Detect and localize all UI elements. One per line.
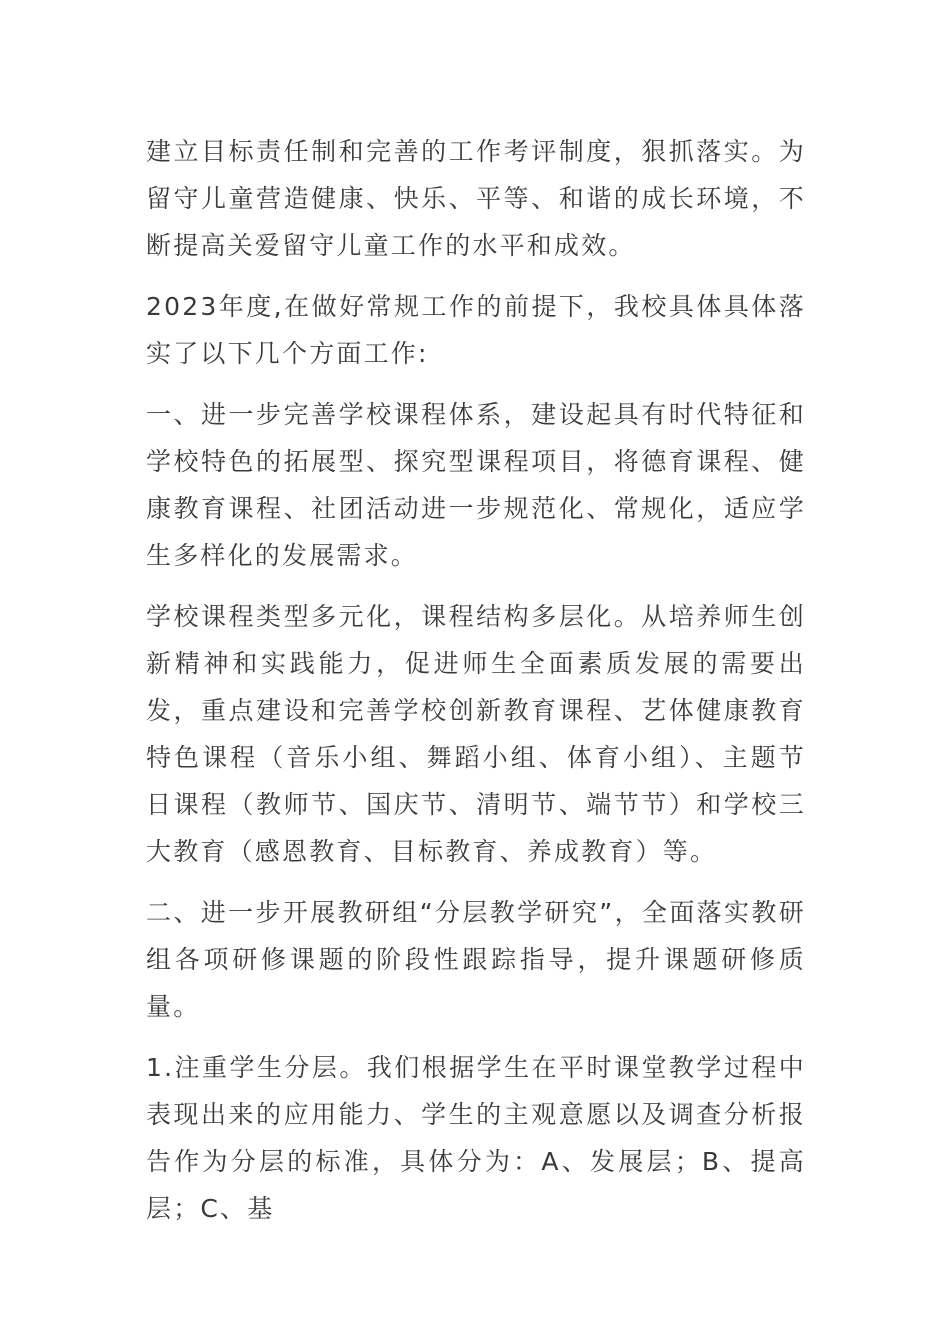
- paragraph-responsibility-system: 建立目标责任制和完善的工作考评制度，狠抓落实。为留守儿童营造健康、快乐、平等、和谐的成长环境，不断提高关爱留守儿童工作的水平和成效。: [146, 137, 806, 260]
- paragraph-2023-overview: 2023年度,在做好常规工作的前提下，我校具体具体落实了以下几个方面工作:: [146, 292, 806, 368]
- paragraph-student-layering: 1.注重学生分层。我们根据学生在平时课堂教学过程中表现出来的应用能力、学生的主观意愿以及调查分析报告作为分层的标准，具体分为：A、发展层；B、提高层；C、基: [146, 1053, 806, 1223]
- paragraph-curriculum-types: 学校课程类型多元化，课程结构多层化。从培养师生创新精神和实践能力，促进师生全面素质发展的需要出发，重点建设和完善学校创新教育课程、艺体健康教育特色课程（音乐小组、舞蹈小组、体育小组）、主题节日课程（教师节、国庆节、清明节、端节节）和学校三大教育（感恩教育、目标教育、养成教育）等。: [146, 602, 806, 866]
- paragraph-section-two-research: 二、进一步开展教研组“分层教学研究”，全面落实教研组各项研修课题的阶段性跟踪指导，提升课题研修质量。: [146, 898, 806, 1021]
- paragraph-section-one-curriculum: 一、进一步完善学校课程体系，建设起具有时代特征和学校特色的拓展型、探究型课程项目，将德育课程、健康教育课程、社团活动进一步规范化、常规化，适应学生多样化的发展需求。: [146, 400, 806, 570]
- document-body: [146, 128, 806, 1232]
